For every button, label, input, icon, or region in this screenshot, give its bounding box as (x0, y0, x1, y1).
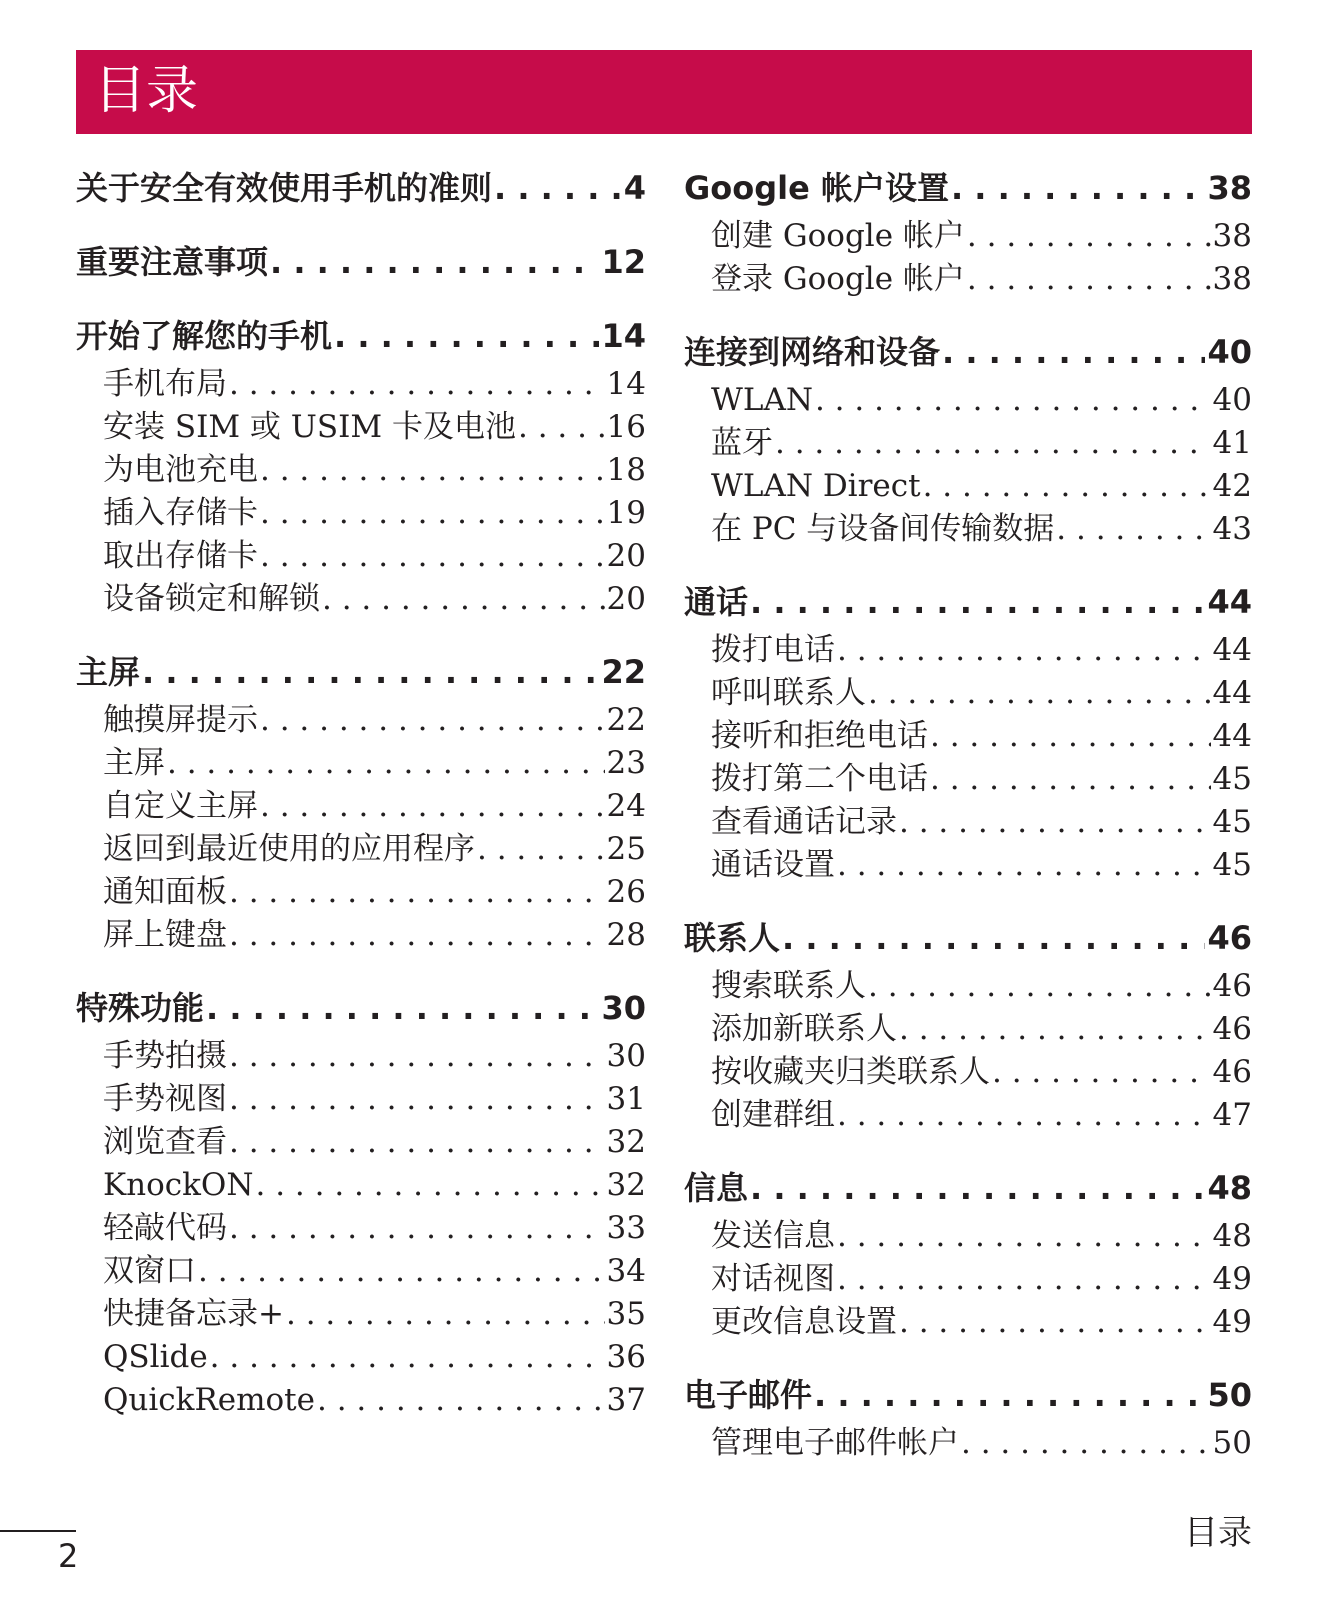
subentry-title: 拨打电话 (711, 632, 835, 668)
dot-leader (814, 1372, 1205, 1418)
subentry-page-number: 46 (1212, 1054, 1252, 1090)
toc-subentry[interactable] (76, 363, 646, 406)
toc-subentry[interactable] (684, 965, 1252, 1008)
dot-leader (255, 1164, 604, 1207)
subentry-page-number: 38 (1212, 261, 1252, 297)
toc-subentry[interactable] (684, 629, 1252, 672)
chapter-title: Google 帐户设置 (684, 169, 949, 207)
subentry-title: 触摸屏提示 (103, 702, 258, 738)
subentry-page-number: 48 (1212, 1218, 1252, 1254)
subentry-page-number: 45 (1212, 804, 1252, 840)
toc-subentry[interactable] (684, 215, 1252, 258)
subentry-title: 主屏 (103, 745, 165, 781)
subentry-title: 通话设置 (711, 847, 835, 883)
dot-leader (923, 465, 1211, 508)
toc-section (76, 313, 646, 621)
toc-chapter-entry[interactable] (684, 915, 1252, 961)
subentry-page-number: 14 (606, 366, 646, 402)
subentry-title: 取出存储卡 (103, 538, 258, 574)
chapter-page-number: 50 (1207, 1376, 1252, 1414)
toc-subentry[interactable] (684, 258, 1252, 301)
subentry-title: 返回到最近使用的应用程序 (103, 831, 475, 867)
toc-chapter-entry[interactable] (684, 1165, 1252, 1211)
subentry-title: 快捷备忘录+ (103, 1296, 284, 1332)
subentry-page-number: 19 (606, 495, 646, 531)
chapter-title: 连接到网络和设备 (684, 333, 941, 371)
toc-section (76, 649, 646, 957)
subentry-title: 在 PC 与设备间传输数据 (711, 511, 1055, 547)
toc-subentry[interactable] (684, 715, 1252, 758)
subentry-title: 浏览查看 (103, 1124, 227, 1160)
subentry-title: QuickRemote (103, 1382, 315, 1418)
subentry-title: 屏上键盘 (103, 917, 227, 953)
subentry-title: KnockON (103, 1167, 254, 1203)
toc-subentry[interactable] (76, 535, 646, 578)
dot-leader (837, 844, 1211, 887)
toc-subentry[interactable] (76, 1035, 646, 1078)
subentry-title: 按收藏夹归类联系人 (711, 1054, 990, 1090)
dot-leader (229, 1035, 605, 1078)
dot-leader (270, 239, 599, 285)
subentry-page-number: 44 (1212, 718, 1252, 754)
dot-leader (992, 1051, 1211, 1094)
toc-right-column (684, 165, 1252, 1493)
chapter-page-number: 48 (1207, 1169, 1252, 1207)
dot-leader (899, 1008, 1211, 1051)
dot-leader (229, 1078, 605, 1121)
subentry-page-number: 20 (606, 538, 646, 574)
subentry-page-number: 42 (1212, 468, 1252, 504)
subentry-page-number: 22 (606, 702, 646, 738)
subentry-page-number: 45 (1212, 847, 1252, 883)
toc-subentry[interactable] (76, 785, 646, 828)
toc-subentry[interactable] (684, 672, 1252, 715)
footer-rule (0, 1530, 76, 1532)
toc-subentry[interactable] (684, 508, 1252, 551)
toc-section (76, 239, 646, 285)
dot-leader (142, 649, 599, 695)
subentry-title: 手势拍摄 (103, 1038, 227, 1074)
subentry-page-number: 36 (606, 1339, 646, 1375)
toc-chapter-entry[interactable] (684, 329, 1252, 375)
dot-leader (837, 629, 1211, 672)
toc-subentry[interactable] (76, 828, 646, 871)
chapter-title: 主屏 (76, 653, 141, 691)
subentry-title: 插入存储卡 (103, 495, 258, 531)
dot-leader (967, 258, 1211, 301)
subentry-page-number: 49 (1212, 1304, 1252, 1340)
toc-subentry[interactable] (76, 871, 646, 914)
subentry-page-number: 44 (1212, 632, 1252, 668)
toc-section (76, 165, 646, 211)
chapter-page-number: 30 (601, 989, 646, 1027)
subentry-title: 手机布局 (103, 366, 227, 402)
dot-leader (868, 672, 1211, 715)
dot-leader (317, 1379, 605, 1422)
dot-leader (899, 801, 1211, 844)
subentry-page-number: 32 (606, 1124, 646, 1160)
chapter-page-number: 14 (601, 317, 646, 355)
toc-subentry[interactable] (684, 1258, 1252, 1301)
toc-subentry[interactable] (684, 1215, 1252, 1258)
page-number: 2 (58, 1537, 79, 1575)
subentry-page-number: 16 (606, 409, 646, 445)
dot-leader (167, 742, 605, 785)
toc-subentry[interactable] (76, 578, 646, 621)
toc-subentry[interactable] (76, 1293, 646, 1336)
toc-subentry[interactable] (76, 1078, 646, 1121)
chapter-title: 通话 (684, 583, 749, 621)
dot-leader (260, 785, 605, 828)
dot-leader (951, 165, 1206, 211)
subentry-title: 轻敲代码 (103, 1210, 227, 1246)
subentry-title: WLAN (711, 382, 813, 418)
dot-leader (750, 1165, 1205, 1211)
subentry-page-number: 24 (606, 788, 646, 824)
subentry-page-number: 30 (606, 1038, 646, 1074)
subentry-title: 接听和拒绝电话 (711, 718, 928, 754)
dot-leader (837, 1094, 1211, 1137)
dot-leader (198, 1250, 605, 1293)
toc-subentry[interactable] (76, 406, 646, 449)
subentry-title: 对话视图 (711, 1261, 835, 1297)
dot-leader (229, 1121, 605, 1164)
toc-subentry[interactable] (684, 844, 1252, 887)
toc-subentry[interactable] (76, 1336, 646, 1379)
toc-chapter-entry[interactable] (76, 165, 646, 211)
dot-leader (930, 758, 1211, 801)
subentry-page-number: 40 (1212, 382, 1252, 418)
dot-leader (942, 329, 1205, 375)
subentry-title: 蓝牙 (711, 425, 773, 461)
toc-subentry[interactable] (76, 1379, 646, 1422)
dot-leader (260, 535, 605, 578)
subentry-title: 创建 Google 帐户 (711, 218, 965, 254)
dot-leader (494, 165, 622, 211)
subentry-title: WLAN Direct (711, 468, 921, 504)
subentry-page-number: 18 (606, 452, 646, 488)
toc-subentry[interactable] (684, 1422, 1252, 1465)
toc-section (684, 1165, 1252, 1344)
chapter-title: 联系人 (684, 919, 781, 957)
subentry-title: 搜索联系人 (711, 968, 866, 1004)
dot-leader (229, 871, 605, 914)
toc-chapter-entry[interactable] (76, 649, 646, 695)
toc-subentry[interactable] (684, 1008, 1252, 1051)
subentry-page-number: 32 (606, 1167, 646, 1203)
dot-leader (229, 914, 605, 957)
subentry-title: 双窗口 (103, 1253, 196, 1289)
subentry-page-number: 26 (606, 874, 646, 910)
dot-leader (837, 1258, 1211, 1301)
dot-leader (782, 915, 1205, 961)
toc-subentry[interactable] (76, 1121, 646, 1164)
subentry-page-number: 49 (1212, 1261, 1252, 1297)
toc-subentry[interactable] (76, 1207, 646, 1250)
toc-section (684, 579, 1252, 887)
toc-subentry[interactable] (76, 449, 646, 492)
dot-leader (899, 1301, 1211, 1344)
subentry-title: 更改信息设置 (711, 1304, 897, 1340)
subentry-page-number: 43 (1212, 511, 1252, 547)
subentry-title: 为电池充电 (103, 452, 258, 488)
dot-leader (868, 965, 1211, 1008)
chapter-page-number: 12 (601, 243, 646, 281)
toc-subentry[interactable] (76, 699, 646, 742)
subentry-page-number: 31 (606, 1081, 646, 1117)
toc-subentry[interactable] (684, 1051, 1252, 1094)
dot-leader (961, 1422, 1211, 1465)
subentry-title: 通知面板 (103, 874, 227, 910)
toc-chapter-entry[interactable] (684, 165, 1252, 211)
subentry-page-number: 34 (606, 1253, 646, 1289)
toc-subentry[interactable] (684, 801, 1252, 844)
toc-subentry[interactable] (684, 758, 1252, 801)
chapter-title: 重要注意事项 (76, 243, 269, 281)
subentry-title: 登录 Google 帐户 (711, 261, 965, 297)
toc-chapter-entry[interactable] (684, 1372, 1252, 1418)
dot-leader (206, 985, 599, 1031)
subentry-page-number: 47 (1212, 1097, 1252, 1133)
subentry-page-number: 20 (606, 581, 646, 617)
subentry-page-number: 46 (1212, 1011, 1252, 1047)
dot-leader (775, 422, 1211, 465)
subentry-title: 查看通话记录 (711, 804, 897, 840)
toc-chapter-entry[interactable] (76, 313, 646, 359)
dot-leader (930, 715, 1211, 758)
subentry-page-number: 35 (606, 1296, 646, 1332)
chapter-title: 特殊功能 (76, 989, 205, 1027)
subentry-title: 安装 SIM 或 USIM 卡及电池 (103, 409, 516, 445)
chapter-page-number: 40 (1207, 333, 1252, 371)
toc-subentry[interactable] (76, 492, 646, 535)
subentry-title: 自定义主屏 (103, 788, 258, 824)
subentry-title: 呼叫联系人 (711, 675, 866, 711)
subentry-page-number: 41 (1212, 425, 1252, 461)
subentry-title: 管理电子邮件帐户 (711, 1425, 959, 1461)
subentry-page-number: 45 (1212, 761, 1252, 797)
toc-left-column (76, 165, 646, 1450)
toc-section (76, 985, 646, 1422)
toc-chapter-entry[interactable] (76, 239, 646, 285)
subentry-page-number: 50 (1212, 1425, 1252, 1461)
toc-chapter-entry[interactable] (76, 985, 646, 1031)
dot-leader (286, 1293, 605, 1336)
toc-subentry[interactable] (684, 1301, 1252, 1344)
toc-subentry[interactable] (76, 914, 646, 957)
dot-leader (518, 406, 605, 449)
toc-subentry[interactable] (76, 742, 646, 785)
footer-section-label: 目录 (1184, 1513, 1252, 1553)
dot-leader (837, 1215, 1211, 1258)
toc-subentry[interactable] (684, 465, 1252, 508)
dot-leader (260, 699, 605, 742)
dot-leader (260, 492, 605, 535)
toc-chapter-entry[interactable] (684, 579, 1252, 625)
dot-leader (1056, 508, 1210, 551)
chapter-page-number: 46 (1207, 919, 1252, 957)
dot-leader (334, 313, 599, 359)
toc-subentry[interactable] (76, 1164, 646, 1207)
dot-leader (322, 578, 605, 621)
toc-subentry[interactable] (76, 1250, 646, 1293)
toc-section (684, 915, 1252, 1137)
chapter-title: 关于安全有效使用手机的准则 (76, 169, 493, 207)
dot-leader (750, 579, 1205, 625)
subentry-title: 创建群组 (711, 1097, 835, 1133)
chapter-page-number: 22 (601, 653, 646, 691)
subentry-title: QSlide (103, 1339, 208, 1375)
subentry-page-number: 37 (606, 1382, 646, 1418)
subentry-page-number: 28 (606, 917, 646, 953)
dot-leader (210, 1336, 605, 1379)
dot-leader (229, 1207, 605, 1250)
subentry-title: 设备锁定和解锁 (103, 581, 320, 617)
dot-leader (967, 215, 1211, 258)
subentry-page-number: 44 (1212, 675, 1252, 711)
chapter-title: 开始了解您的手机 (76, 317, 333, 355)
toc-subentry[interactable] (684, 379, 1252, 422)
chapter-page-number: 4 (623, 169, 646, 207)
dot-leader (260, 449, 605, 492)
dot-leader (229, 363, 605, 406)
dot-leader (815, 379, 1211, 422)
dot-leader (477, 828, 605, 871)
subentry-title: 手势视图 (103, 1081, 227, 1117)
subentry-page-number: 38 (1212, 218, 1252, 254)
toc-section (684, 165, 1252, 301)
subentry-title: 发送信息 (711, 1218, 835, 1254)
subentry-page-number: 23 (606, 745, 646, 781)
subentry-page-number: 25 (606, 831, 646, 867)
subentry-title: 拨打第二个电话 (711, 761, 928, 797)
page-title: 目录 (94, 61, 199, 121)
toc-subentry[interactable] (684, 1094, 1252, 1137)
toc-section (684, 329, 1252, 551)
title-banner (76, 50, 1252, 134)
toc-subentry[interactable] (684, 422, 1252, 465)
toc-section (684, 1372, 1252, 1465)
chapter-page-number: 44 (1207, 583, 1252, 621)
subentry-page-number: 46 (1212, 968, 1252, 1004)
chapter-title: 信息 (684, 1169, 749, 1207)
chapter-title: 电子邮件 (684, 1376, 813, 1414)
subentry-page-number: 33 (606, 1210, 646, 1246)
chapter-page-number: 38 (1207, 169, 1252, 207)
subentry-title: 添加新联系人 (711, 1011, 897, 1047)
